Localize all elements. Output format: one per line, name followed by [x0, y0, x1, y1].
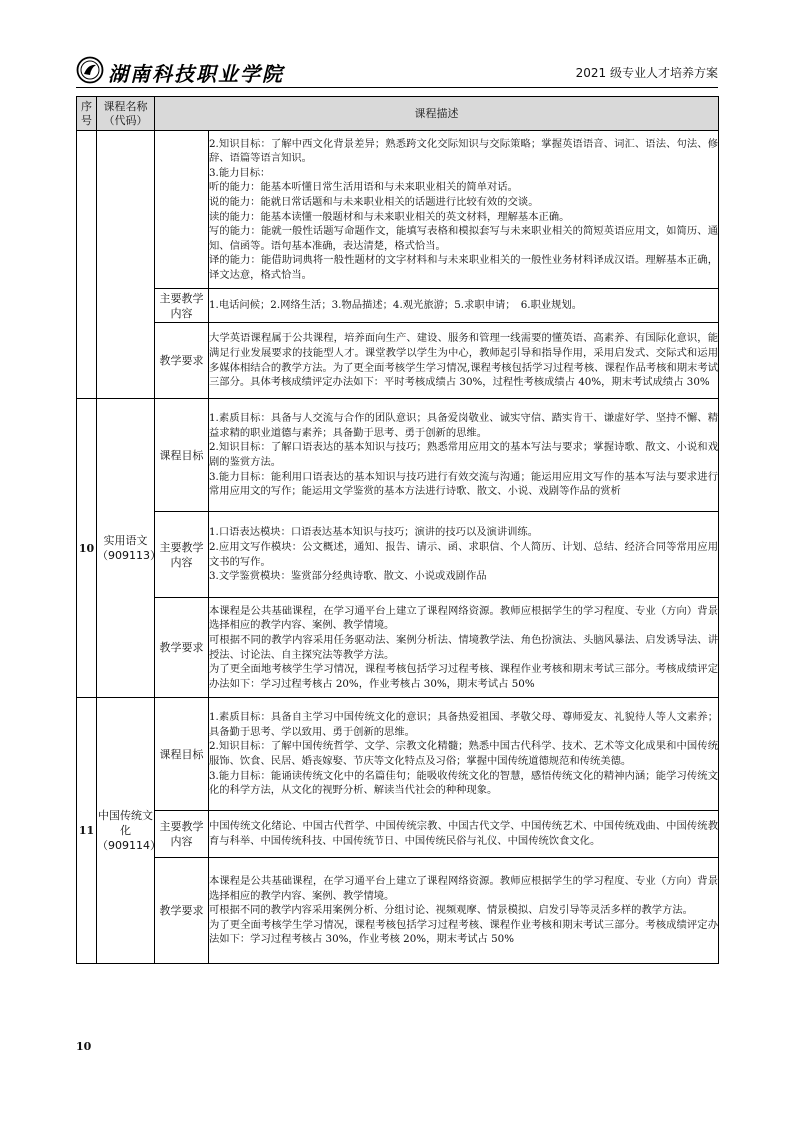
page-number: 10 [76, 1040, 92, 1053]
content-label: 主要教学内容 [155, 289, 209, 323]
table-row [77, 698, 719, 811]
table-row [77, 858, 719, 964]
school-name: 湖南科技职业学院 [108, 62, 284, 86]
goal-description: 1.素质目标：具备自主学习中国传统文化的意识；具备热爱祖国、孝敬父母、尊师爱友、礼貌待人等人文素养；具备勤于思考、学以致用、勇于创新的思维。 2.知识目标：了解中国传统哲学、文学、宗教文化精髓；熟悉中国古代科学、技术、艺术等文化成果和中国传统服饰、饮食、民居、婚丧嫁娶、节庆等文化特点及习俗；掌握中国传统道德规范和传统美德。 3.能力目标：能诵读传统文化中的名篇佳句；能吸收传统文化的智慧，感悟传统文化的精神内涵；能学习传统文化的科学方法，从文化的视野分析、解读当代社会的种种现象。 [209, 698, 719, 811]
document-title: 2021 级专业人才培养方案 [575, 66, 718, 80]
course-cell-empty [97, 131, 155, 399]
page-header [76, 56, 718, 88]
content-description: 中国传统文化绪论、中国古代哲学、中国传统宗教、中国古代文学、中国传统艺术、中国传统戏曲、中国传统教育与科举、中国传统科技、中国传统节日、中国传统民俗与礼仪、中国传统饮食文化。 [209, 811, 719, 858]
course-name: 中国传统文化 [98, 809, 153, 837]
requirement-description: 本课程是公共基础课程，在学习通平台上建立了课程网络资源。教师应根据学生的学习程度、专业（方向）背景选择相应的教学内容、案例、教学情境。 可根据不同的教学内容采用任务驱动法、案例分析法、情境教学法、角色扮演法、头脑风暴法、启发诱导法、讲授法、讨论法、自主探究法等教学方法。 为了更全面地考核学生学习情况，课程考核包括学习过程考核、课程作业考核和期末考试三部分。考核成绩评定办法如下：学习过程考核占 20%，作业考核占 30%，期末考试占 50% [209, 598, 719, 698]
table-row [77, 512, 719, 598]
content-label: 主要教学内容 [155, 811, 209, 858]
content-description: 1.口语表达模块：口语表达基本知识与技巧；演讲的技巧以及演讲训练。 2.应用文写作模块：公文概述，通知、报告、请示、函、求职信、个人简历、计划、总结、经济合同等常用应用文书的写作。 3.文学鉴赏模块：鉴赏部分经典诗歌、散文、小说或戏剧作品 [209, 512, 719, 598]
table-header-row [77, 97, 719, 131]
table-row [77, 811, 719, 858]
course-name: 实用语文 [103, 534, 148, 547]
goal-label: 课程目标 [155, 399, 209, 512]
content-description: 1.电话问候；2.网络生活；3.物品描述；4.观光旅游；5.求职申请； 6.职业规划。 [209, 289, 719, 323]
course-code: （909113） [97, 549, 161, 562]
header-divider [76, 87, 718, 88]
requirement-label: 教学要求 [155, 323, 209, 399]
course-name-cell [97, 698, 161, 964]
goal-label: 课程目标 [155, 698, 209, 811]
course-code: （909114） [97, 839, 161, 852]
requirement-description: 本课程是公共基础课程，在学习通平台上建立了课程网络资源。教师应根据学生的学习程度、专业（方向）背景选择相应的教学内容、案例、教学情境。 可根据不同的教学内容采用案例分析、分组讨论、视频观摩、情景模拟、启发引导等灵活多样的教学方法。 为了更全面考核学生学习情况，课程考核包括学习过程考核、课程作业考核和期末考试三部分。考核成绩评定办法如下：学习过程考核占 30%，作业考核 20%，期末考试占 50% [209, 858, 719, 964]
requirement-label: 教学要求 [155, 598, 209, 698]
table-row [77, 323, 719, 399]
header-description: 课程描述 [155, 97, 719, 131]
table-row [77, 598, 719, 698]
header-index: 序号 [77, 97, 97, 131]
requirement-label: 教学要求 [155, 858, 209, 964]
goal-description: 1.素质目标：具备与人交流与合作的团队意识；具备爱岗敬业、诚实守信、踏实肯干、谦虚好学、坚持不懈、精益求精的职业道德与素养；具备勤于思考、勇于创新的思维。 2.知识目标：了解口语表达的基本知识与技巧；熟悉常用应用文的基本写法与要求；掌握诗歌、散文、小说和戏剧的鉴赏方法。 3.能力目标：能利用口语表达的基本知识与技巧进行有效交流与沟通；能运用应用文写作的基本写法与要求进行常用应用文的写作；能运用文学鉴赏的基本方法进行诗歌、散文、小说、戏剧等作品的赏析 [209, 399, 719, 512]
requirement-description: 大学英语课程属于公共课程，培养面向生产、建设、服务和管理一线需要的懂英语、高素养、有国际化意识，能满足行业发展要求的技能型人才。课堂教学以学生为中心，教师起引导和指导作用，采用启发式、交际式和运用多媒体相结合的教学方法。为了更全面考核学生学习情况,课程考核包括学习过程考核、课程作品考核和期末考试三部分。具体考核成绩评定办法如下：平时考核成绩占 30%，过程性考核成绩占 40%，期末考试成绩占 30% [209, 323, 719, 399]
goal-description: 2.知识目标：了解中西文化背景差异；熟悉跨文化交际知识与交际策略；掌握英语语音、词汇、语法、句法、修辞、语篇等语言知识。 3.能力目标： 听的能力：能基本听懂日常生活用语和与未来职业相关的简单对话。 说的能力：能就日常话题和与未来职业相关的话题进行比较有效的交谈。 读的能力：能基本读懂一般题材和与未来职业相关的英文材料，理解基本正确。 写的能力：能就一般性话题写命题作文，能填写表格和模拟套写与未来职业相关的简短英语应用文，如简历、通知、信函等。语句基本准确，表达清楚，格式恰当。 译的能力：能借助词典将一般性题材的文字材料和与未来职业相关的一般性业务材料译成汉语。理解基本正确，译文达意，格式恰当。 [209, 131, 719, 289]
table-row [77, 289, 719, 323]
category-cell-empty [155, 131, 209, 289]
course-number: 10 [77, 399, 97, 698]
course-name-cell [97, 399, 161, 698]
content-label: 主要教学内容 [155, 512, 209, 598]
school-logo-icon [76, 56, 104, 84]
index-cell-empty [77, 131, 97, 399]
course-number: 11 [77, 698, 97, 964]
course-table [76, 96, 719, 964]
table-row [77, 131, 719, 289]
table-row [77, 399, 719, 512]
header-course: 课程名称（代码） [97, 97, 155, 131]
